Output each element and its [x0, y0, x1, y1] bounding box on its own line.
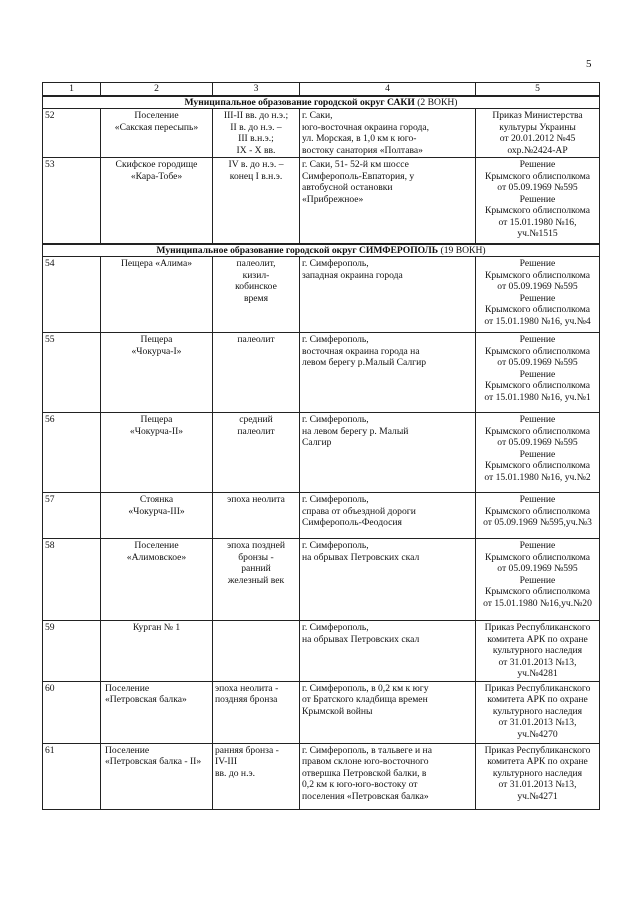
- protection-document-line: от 31.01.2013 №13,: [498, 656, 577, 668]
- row-number-cell: 58: [43, 539, 101, 621]
- protection-document-line: от 15.01.1980 №16, уч.№2: [484, 471, 591, 483]
- site-name-line: «Петровская балка - II»: [105, 756, 202, 767]
- location-line: Крымской войны: [302, 705, 373, 717]
- protection-document-line: Приказ Республиканского: [484, 622, 591, 633]
- protection-document-line: Решение: [519, 368, 556, 380]
- protection-document-line: Крымского облисполкома: [484, 269, 591, 281]
- protection-document-line: от 31.01.2013 №13,: [498, 717, 577, 728]
- site-name-line: Поселение: [105, 744, 150, 756]
- period-cell: [213, 333, 300, 413]
- protection-document-line: от 05.09.1969 №595: [497, 437, 578, 448]
- section-object-count: (19 ВОКН): [438, 244, 486, 256]
- protection-document-line: от 20.01.2012 №45: [499, 133, 576, 144]
- protection-document-line: Крымского облисполкома: [484, 380, 591, 391]
- protection-document-cell: [476, 109, 600, 158]
- site-name-line: «Петровская балка»: [105, 694, 187, 705]
- header-cell: 2: [101, 83, 213, 96]
- protection-document-line: Решение: [519, 334, 556, 345]
- row-number-cell: 54: [43, 257, 101, 333]
- page-number: 5: [586, 58, 592, 70]
- site-name-line: «Чокурча-II»: [129, 425, 184, 437]
- protection-document-line: Крымского облисполкома: [484, 505, 591, 517]
- row-number-cell: 61: [43, 743, 101, 809]
- site-name-line: Стоянка: [139, 494, 174, 505]
- site-name-cell: [101, 493, 213, 539]
- location-line: на левом берегу р. Малый: [302, 425, 409, 437]
- location-cell: [300, 257, 476, 333]
- protection-document-line: охр.№2424-АР: [507, 144, 568, 156]
- site-name-cell: [101, 158, 213, 244]
- period-line: вв. до н.э.: [215, 767, 255, 779]
- period-line: III-II вв. до н.э.;: [223, 110, 289, 121]
- protection-document-line: Приказ Республиканского: [484, 682, 591, 694]
- site-name-line: Поселение: [134, 540, 179, 551]
- period-line: палеолит: [237, 425, 275, 437]
- site-name-cell: [101, 539, 213, 621]
- header-cell: 5: [476, 83, 600, 96]
- section-object-count: (2 ВОКН): [414, 96, 458, 108]
- protection-document-cell: [476, 158, 600, 244]
- period-cell: [213, 539, 300, 621]
- location-line: западная окраина города: [302, 269, 403, 281]
- location-line: Симферополь-Феодосия: [302, 517, 402, 528]
- header-cell: 4: [300, 83, 476, 96]
- site-name-line: Пещера «Алима»: [121, 258, 192, 269]
- location-cell: [300, 333, 476, 413]
- period-line: средний: [239, 414, 273, 425]
- protection-document-line: от 15.01.1980 №16,уч.№20: [483, 597, 592, 609]
- row-number-cell: 57: [43, 493, 101, 539]
- table-row: [43, 621, 600, 682]
- location-cell: [300, 539, 476, 621]
- location-line: г. Симферополь,: [302, 540, 369, 551]
- table-row: [43, 109, 600, 158]
- site-name-line: Скифское городище: [115, 159, 198, 170]
- location-line: левом берегу р.Малый Салгир: [302, 357, 427, 368]
- protection-document-cell: [476, 333, 600, 413]
- location-cell: [300, 621, 476, 682]
- site-name-line: Курган № 1: [132, 622, 181, 633]
- location-line: востоку санатория «Полтава»: [302, 144, 423, 156]
- location-line: г. Симферополь,: [302, 414, 369, 425]
- table-row: [43, 539, 600, 621]
- period-line: эпоха поздней: [226, 540, 286, 551]
- period-line: конец I в.н.э.: [229, 170, 283, 182]
- table-header-row: [43, 83, 600, 96]
- period-cell: [213, 158, 300, 244]
- site-name-line: Поселение: [105, 682, 150, 694]
- location-line: г. Саки,: [302, 110, 333, 121]
- period-cell: [213, 493, 300, 539]
- site-name-cell: [101, 743, 213, 809]
- row-number-cell: 59: [43, 621, 101, 682]
- site-name-cell: [101, 413, 213, 493]
- period-cell: [213, 621, 300, 682]
- site-name-line: «Алимовское»: [126, 551, 187, 563]
- protection-document-line: комитета АРК по охране: [487, 633, 588, 645]
- protection-document-line: от 15.01.1980 №16,: [498, 216, 577, 228]
- location-cell: [300, 681, 476, 743]
- section-title-text: Муниципальное образование городской округ СИМФЕРОПОЛЬ: [156, 244, 439, 256]
- protection-document-line: уч.№4270: [517, 728, 558, 740]
- period-line: поздняя бронза: [215, 694, 278, 705]
- period-line: III в.н.э.;: [238, 133, 274, 144]
- location-line: на обрывах Петровских скал: [302, 633, 420, 645]
- period-line: время: [243, 292, 269, 304]
- protection-document-line: от 05.09.1969 №595: [497, 563, 578, 574]
- protection-document-cell: [476, 743, 600, 809]
- protection-document-line: от 05.09.1969 №595,уч.№3: [483, 517, 592, 528]
- location-line: от Братского кладбища времен: [302, 694, 428, 705]
- section-header-row: [43, 96, 600, 109]
- location-line: правом склоне юго-восточного: [302, 756, 429, 767]
- table-row: [43, 681, 600, 743]
- protection-document-line: Решение: [519, 540, 556, 551]
- protection-document-line: культурного наследия: [492, 705, 583, 717]
- header-cell: 3: [213, 83, 300, 96]
- protection-document-line: комитета АРК по охране: [487, 694, 588, 705]
- protection-document-cell: [476, 621, 600, 682]
- protection-document-line: культуры Украины: [499, 121, 576, 133]
- protection-document-cell: [476, 257, 600, 333]
- protection-document-line: Крымского облисполкома: [484, 345, 591, 357]
- location-line: ул. Морская, в 1,0 км к юго-: [302, 133, 417, 144]
- protection-document-line: от 05.09.1969 №595: [497, 281, 578, 292]
- location-line: юго-восточная окраина города,: [302, 121, 430, 133]
- period-cell: [213, 413, 300, 493]
- period-line: ранний: [241, 563, 271, 574]
- site-name-cell: [101, 257, 213, 333]
- protection-document-line: культурного наследия: [492, 767, 583, 779]
- location-line: г. Симферополь,: [302, 258, 369, 269]
- period-line: IX - X вв.: [236, 144, 276, 156]
- table-row: [43, 743, 600, 809]
- heritage-sites-table: [42, 82, 600, 810]
- location-line: «Прибрежное»: [302, 193, 364, 205]
- site-name-line: Пещера: [140, 414, 173, 425]
- protection-document-line: Решение: [519, 159, 556, 170]
- protection-document-line: уч.№4271: [517, 790, 558, 802]
- period-cell: [213, 681, 300, 743]
- protection-document-line: Крымского облисполкома: [484, 425, 591, 437]
- row-number-cell: 56: [43, 413, 101, 493]
- header-cell: 1: [43, 83, 101, 96]
- period-line: IV в. до н.э. –: [228, 159, 284, 170]
- location-line: автобусной остановки: [302, 182, 393, 193]
- protection-document-cell: [476, 681, 600, 743]
- section-header-row: [43, 244, 600, 257]
- protection-document-line: от 31.01.2013 №13,: [498, 779, 577, 790]
- table-row: [43, 333, 600, 413]
- location-line: г. Симферополь,: [302, 494, 369, 505]
- protection-document-line: от 05.09.1969 №595: [497, 357, 578, 368]
- protection-document-line: Крымского облисполкома: [484, 170, 591, 182]
- period-line: железный век: [227, 574, 285, 586]
- location-line: Салгир: [302, 437, 332, 448]
- site-name-line: «Чокурча-I»: [131, 345, 182, 357]
- protection-document-line: Решение: [519, 193, 556, 205]
- row-number-cell: 55: [43, 333, 101, 413]
- table-row: [43, 158, 600, 244]
- protection-document-line: Приказ Республиканского: [484, 744, 591, 756]
- protection-document-line: Крымского облисполкома: [484, 205, 591, 216]
- site-name-line: «Кара-Тобе»: [130, 170, 183, 182]
- location-line: справа от объездной дороги: [302, 505, 416, 517]
- location-cell: [300, 743, 476, 809]
- row-number-cell: 53: [43, 158, 101, 244]
- location-line: 0,2 км к юго-юго-востоку от: [302, 779, 418, 790]
- protection-document-line: Приказ Министерства: [492, 110, 583, 121]
- location-line: г. Симферополь,: [302, 622, 369, 633]
- protection-document-line: Решение: [519, 258, 556, 269]
- protection-document-line: Решение: [519, 414, 556, 425]
- protection-document-line: культурного наследия: [492, 645, 583, 656]
- protection-document-line: Крымского облисполкома: [484, 460, 591, 471]
- protection-document-line: Крымского облисполкома: [484, 551, 591, 563]
- location-cell: [300, 493, 476, 539]
- site-name-line: Поселение: [134, 110, 179, 121]
- site-name-line: Пещера: [140, 334, 173, 345]
- location-line: поселения «Петровская балка»: [302, 790, 429, 802]
- protection-document-line: Решение: [519, 448, 556, 460]
- location-line: восточная окраина города на: [302, 345, 420, 357]
- site-name-cell: [101, 681, 213, 743]
- protection-document-line: Решение: [519, 574, 556, 586]
- protection-document-cell: [476, 493, 600, 539]
- period-line: кизил-: [242, 269, 270, 281]
- site-name-cell: [101, 333, 213, 413]
- protection-document-line: от 15.01.1980 №16, уч.№4: [484, 315, 591, 327]
- period-line: IV-III: [215, 756, 238, 767]
- period-line: бронзы -: [238, 551, 274, 563]
- period-line: эпоха неолита: [227, 494, 285, 505]
- section-title: [43, 244, 600, 257]
- section-title-text: Муниципальное образование городской округ САКИ: [184, 96, 415, 108]
- protection-document-line: Крымского облисполкома: [484, 586, 591, 597]
- section-title: [43, 96, 600, 109]
- period-cell: [213, 743, 300, 809]
- location-cell: [300, 158, 476, 244]
- protection-document-cell: [476, 413, 600, 493]
- protection-document-line: от 05.09.1969 №595: [497, 182, 578, 193]
- location-cell: [300, 109, 476, 158]
- location-line: г. Симферополь, в тальвеге и на: [302, 744, 432, 756]
- location-line: на обрывах Петровских скал: [302, 551, 420, 563]
- period-line: кобинское: [235, 281, 277, 292]
- period-line: II в. до н.э. –: [230, 121, 282, 133]
- period-cell: [213, 109, 300, 158]
- location-line: г. Симферополь, в 0,2 км к югу: [302, 682, 429, 694]
- location-line: отвершка Петровской балки, в: [302, 767, 427, 779]
- protection-document-line: уч.№4281: [517, 668, 558, 679]
- period-line: палеолит,: [236, 258, 276, 269]
- period-line: ранняя бронза -: [215, 744, 279, 756]
- location-cell: [300, 413, 476, 493]
- protection-document-cell: [476, 539, 600, 621]
- protection-document-line: от 15.01.1980 №16, уч.№1: [484, 391, 591, 403]
- site-name-line: «Чокурча-III»: [128, 505, 185, 517]
- site-name-cell: [101, 621, 213, 682]
- location-line: г. Симферополь,: [302, 334, 369, 345]
- row-number-cell: 52: [43, 109, 101, 158]
- protection-document-line: уч.№1515: [517, 228, 558, 239]
- protection-document-line: комитета АРК по охране: [487, 756, 588, 767]
- site-name-cell: [101, 109, 213, 158]
- table-row: [43, 493, 600, 539]
- table-row: [43, 257, 600, 333]
- row-number-cell: 60: [43, 681, 101, 743]
- location-line: Симферополь-Евпатория, у: [302, 170, 415, 182]
- period-cell: [213, 257, 300, 333]
- period-line: эпоха неолита -: [215, 682, 279, 694]
- protection-document-line: Решение: [519, 292, 556, 304]
- table-row: [43, 413, 600, 493]
- site-name-line: «Сакская пересыпь»: [114, 121, 199, 133]
- protection-document-line: Крымского облисполкома: [484, 304, 591, 315]
- protection-document-line: Решение: [519, 494, 556, 505]
- location-line: г. Саки, 51- 52-й км шоссе: [302, 159, 409, 170]
- period-line: палеолит: [237, 334, 275, 345]
